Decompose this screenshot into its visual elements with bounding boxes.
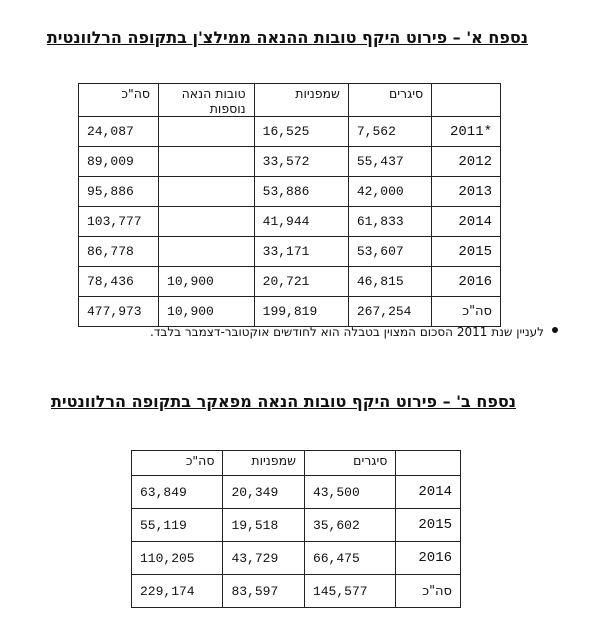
table-row: [79, 267, 501, 297]
cell-cigars: 43,500: [304, 476, 395, 509]
cell-champagne: 53,886: [254, 177, 348, 207]
header-champagne: שמפניות: [223, 451, 304, 476]
table-row: [132, 476, 461, 509]
footnote: לעניין שנת 2011 הסכום המצוין בטבלה הוא לחודשים אוקטובר-דצמבר בלבד.: [150, 325, 544, 339]
cell-total: 55,119: [132, 509, 223, 542]
cell-total: 110,205: [132, 542, 223, 575]
total-champagne: 83,597: [223, 575, 304, 608]
cell-champagne: 16,525: [254, 117, 348, 147]
row-year: 2016: [432, 267, 501, 297]
cell-cigars: 55,437: [348, 147, 431, 177]
cell-champagne: 19,518: [223, 509, 304, 542]
row-year: 2013: [432, 177, 501, 207]
bullet-icon: [552, 327, 558, 333]
header-extra-benefits: טובות הנאה נוספות: [159, 84, 255, 117]
row-year: 2015: [432, 237, 501, 267]
header-total: סה"כ: [79, 84, 159, 117]
totals-row: [132, 575, 461, 608]
header-cigars: סיגרים: [348, 84, 431, 117]
grand-total: 229,174: [132, 575, 223, 608]
cell-total: 63,849: [132, 476, 223, 509]
header-year: [396, 451, 461, 476]
cell-total: 24,087: [79, 117, 159, 147]
cell-champagne: 33,572: [254, 147, 348, 177]
cell-cigars: 7,562: [348, 117, 431, 147]
appendix-b-title: נספח ב' – פירוט היקף טובות הנאה מפאקר בתקופה הרלוונטית: [50, 392, 516, 411]
row-year: 2012: [432, 147, 501, 177]
row-year: 2011*: [432, 117, 501, 147]
cell-extra: [159, 177, 255, 207]
totals-label: סה"כ: [396, 575, 461, 608]
row-year: 2014: [396, 476, 461, 509]
totals-row: [79, 297, 501, 327]
table-row: [79, 237, 501, 267]
cell-total: 89,009: [79, 147, 159, 177]
cell-extra: 10,900: [159, 267, 255, 297]
cell-champagne: 41,944: [254, 207, 348, 237]
row-year: 2016: [396, 542, 461, 575]
cell-extra: [159, 237, 255, 267]
table-row: [79, 147, 501, 177]
row-year: 2015: [396, 509, 461, 542]
cell-total: 103,777: [79, 207, 159, 237]
table-row: [79, 177, 501, 207]
cell-extra: [159, 207, 255, 237]
cell-total: 86,778: [79, 237, 159, 267]
header-total: סה"כ: [132, 451, 223, 476]
cell-total: 78,436: [79, 267, 159, 297]
cell-cigars: 61,833: [348, 207, 431, 237]
cell-champagne: 20,721: [254, 267, 348, 297]
cell-cigars: 46,815: [348, 267, 431, 297]
cell-cigars: 66,475: [304, 542, 395, 575]
appendix-a-title: נספח א' – פירוט היקף טובות ההנאה ממילצ'ן בתקופה הרלוונטית: [46, 28, 528, 47]
cell-champagne: 33,171: [254, 237, 348, 267]
table-header-row: [79, 84, 501, 117]
total-cigars: 267,254: [348, 297, 431, 327]
cell-extra: [159, 117, 255, 147]
appendix-b-table: [131, 450, 461, 608]
cell-champagne: 20,349: [223, 476, 304, 509]
total-cigars: 145,577: [304, 575, 395, 608]
totals-label: סה"כ: [432, 297, 501, 327]
row-year: 2014: [432, 207, 501, 237]
cell-extra: [159, 147, 255, 177]
table-row: [132, 542, 461, 575]
table-row: [79, 207, 501, 237]
table-row: [79, 117, 501, 147]
total-extra: 10,900: [159, 297, 255, 327]
header-year: [432, 84, 501, 117]
cell-cigars: 35,602: [304, 509, 395, 542]
table-header-row: [132, 451, 461, 476]
cell-total: 95,886: [79, 177, 159, 207]
grand-total: 477,973: [79, 297, 159, 327]
header-cigars: סיגרים: [304, 451, 395, 476]
cell-champagne: 43,729: [223, 542, 304, 575]
total-champagne: 199,819: [254, 297, 348, 327]
cell-cigars: 42,000: [348, 177, 431, 207]
cell-cigars: 53,607: [348, 237, 431, 267]
appendix-a-table: [78, 83, 501, 327]
header-champagne: שמפניות: [254, 84, 348, 117]
table-row: [132, 509, 461, 542]
